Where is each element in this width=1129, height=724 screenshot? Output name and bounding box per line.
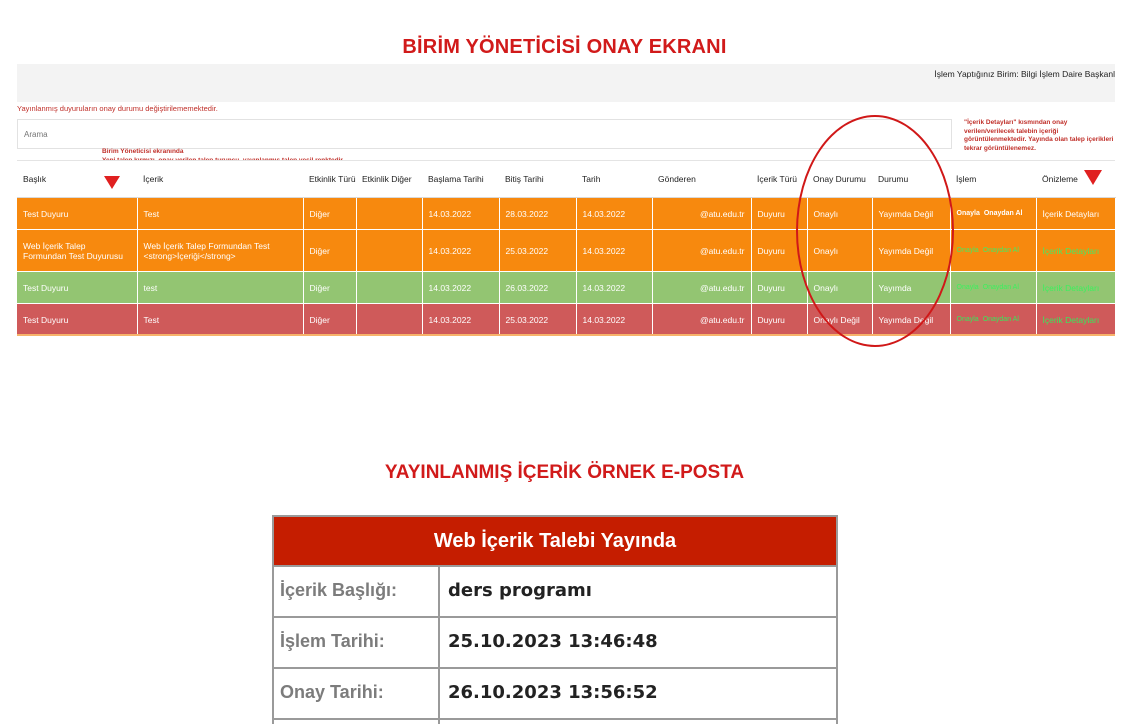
cell-date: 14.03.2022 [576, 304, 652, 336]
cell-title: Test Duyuru [17, 272, 137, 304]
column-header[interactable]: Durumu [872, 161, 950, 198]
email-row [274, 720, 836, 724]
cell-event-other [356, 272, 422, 304]
cell-approval-status: Onaylı [807, 198, 872, 230]
cell-publish-status: Yayımda Değil [872, 198, 950, 230]
column-header[interactable]: Etkinlik Diğer [356, 161, 422, 198]
cell-actions [950, 304, 1036, 336]
sample-email-title: YAYINLANMIŞ İÇERİK ÖRNEK E-POSTA [384, 462, 745, 483]
cell-content: Test [137, 198, 303, 230]
unapprove-link[interactable]: Onaydan Al [982, 284, 1019, 291]
cell-content-type: Duyuru [751, 304, 807, 336]
email-row-value: ders programı [448, 580, 592, 601]
cell-actions [950, 272, 1036, 304]
cell-event-other [356, 198, 422, 230]
cell-approval-status: Onaylı [807, 230, 872, 272]
unapprove-link[interactable]: Onaydan Al [982, 316, 1019, 323]
email-row-value: 26.10.2023 13:56:52 [448, 682, 658, 703]
column-header[interactable]: Etkinlik Türü [303, 161, 356, 198]
table-row [17, 230, 1115, 272]
cell-content-type: Duyuru [751, 230, 807, 272]
cell-sender: @atu.edu.tr [652, 230, 751, 272]
table-row [17, 198, 1115, 230]
column-header[interactable]: Tarih [576, 161, 652, 198]
content-details-link[interactable]: İçerik Detayları [1036, 304, 1115, 336]
cell-start-date: 14.03.2022 [422, 304, 499, 336]
column-header[interactable]: İçerik [137, 161, 303, 198]
cell-sender: @atu.edu.tr [652, 198, 751, 230]
content-details-link[interactable]: İçerik Detayları [1036, 198, 1115, 230]
email-row [274, 618, 836, 669]
email-row-value [440, 720, 836, 724]
cell-approval-status: Onaylı [807, 272, 872, 304]
cell-end-date: 25.03.2022 [499, 304, 576, 336]
cell-content: Web İçerik Talep Formundan Test <strong>İçeriği</strong> [137, 230, 303, 272]
approval-screen-title: BİRİM YÖNETİCİSİ ONAY EKRANI [402, 36, 727, 58]
approve-link[interactable]: Onayla [956, 247, 979, 254]
search-box [17, 119, 952, 149]
cell-actions [950, 198, 1036, 230]
cell-end-date: 28.03.2022 [499, 198, 576, 230]
unit-bar [17, 64, 1115, 102]
content-details-link[interactable]: İçerik Detayları [1036, 272, 1115, 304]
cell-event-other [356, 230, 422, 272]
cell-start-date: 14.03.2022 [422, 272, 499, 304]
approve-link[interactable]: Onayla [956, 210, 980, 217]
column-header[interactable]: Bitiş Tarihi [499, 161, 576, 198]
cell-approval-status: Onaylı Değil [807, 304, 872, 336]
table-row [17, 304, 1115, 336]
email-header: Web İçerik Talebi Yayında [274, 517, 836, 567]
column-header[interactable]: Başlık [17, 161, 137, 198]
cell-event-other [356, 304, 422, 336]
annotation-line: Birim Yöneticisi ekranında [102, 148, 184, 155]
search-input[interactable] [18, 120, 963, 148]
approve-link[interactable]: Onayla [956, 284, 979, 291]
unapprove-link[interactable]: Onaydan Al [982, 247, 1019, 254]
column-header[interactable]: Gönderen [652, 161, 751, 198]
email-row-value: 25.10.2023 13:46:48 [448, 631, 658, 652]
column-header[interactable]: İşlem [950, 161, 1036, 198]
content-details-link[interactable]: İçerik Detayları [1036, 230, 1115, 272]
details-annotation: "İçerik Detayları" kısmından onay verilen/verilecek talebin içeriği görüntülenmektedir. Yayında olan talep içerikleri tekrar görüntülenemez. [964, 119, 1114, 152]
requests-table [17, 160, 1116, 336]
table-header-row [17, 161, 1115, 198]
email-row-label: İçerik Başlığı: [274, 567, 440, 616]
cell-event-type: Diğer [303, 272, 356, 304]
cell-date: 14.03.2022 [576, 198, 652, 230]
published-warning: Yayınlanmış duyuruların onay durumu değiştirilememektedir. [17, 104, 218, 113]
cell-actions [950, 230, 1036, 272]
cell-title: Test Duyuru [17, 304, 137, 336]
cell-sender: @atu.edu.tr [652, 304, 751, 336]
cell-date: 14.03.2022 [576, 272, 652, 304]
column-header[interactable]: Önizleme [1036, 161, 1115, 198]
cell-content-type: Duyuru [751, 272, 807, 304]
cell-end-date: 25.03.2022 [499, 230, 576, 272]
email-row [274, 669, 836, 720]
cell-event-type: Diğer [303, 304, 356, 336]
down-arrow-icon [1084, 170, 1102, 185]
column-header[interactable]: Başlama Tarihi [422, 161, 499, 198]
email-row-label [274, 720, 440, 724]
approve-link[interactable]: Onayla [956, 316, 979, 323]
cell-publish-status: Yayımda [872, 272, 950, 304]
table-row [17, 272, 1115, 304]
cell-content: Test [137, 304, 303, 336]
column-header[interactable]: İçerik Türü [751, 161, 807, 198]
down-arrow-icon [104, 176, 120, 189]
cell-sender: @atu.edu.tr [652, 272, 751, 304]
cell-publish-status: Yayımda Değil [872, 230, 950, 272]
column-header[interactable]: Onay Durumu [807, 161, 872, 198]
cell-start-date: 14.03.2022 [422, 230, 499, 272]
cell-event-type: Diğer [303, 198, 356, 230]
unit-label: İşlem Yaptığınız Birim: Bilgi İşlem Daire Başkanl [934, 69, 1115, 79]
cell-event-type: Diğer [303, 230, 356, 272]
cell-title: Web İçerik Talep Formundan Test Duyurusu [17, 230, 137, 272]
email-card [272, 515, 838, 724]
cell-content: test [137, 272, 303, 304]
cell-end-date: 26.03.2022 [499, 272, 576, 304]
cell-content-type: Duyuru [751, 198, 807, 230]
table-bottom-divider [17, 334, 1115, 336]
email-row-label: Onay Tarihi: [274, 669, 440, 718]
cell-date: 14.03.2022 [576, 230, 652, 272]
email-row-label: İşlem Tarihi: [274, 618, 440, 667]
cell-start-date: 14.03.2022 [422, 198, 499, 230]
cell-title: Test Duyuru [17, 198, 137, 230]
cell-publish-status: Yayımda Değil [872, 304, 950, 336]
email-row [274, 567, 836, 618]
unapprove-link[interactable]: Onaydan Al [983, 210, 1023, 217]
